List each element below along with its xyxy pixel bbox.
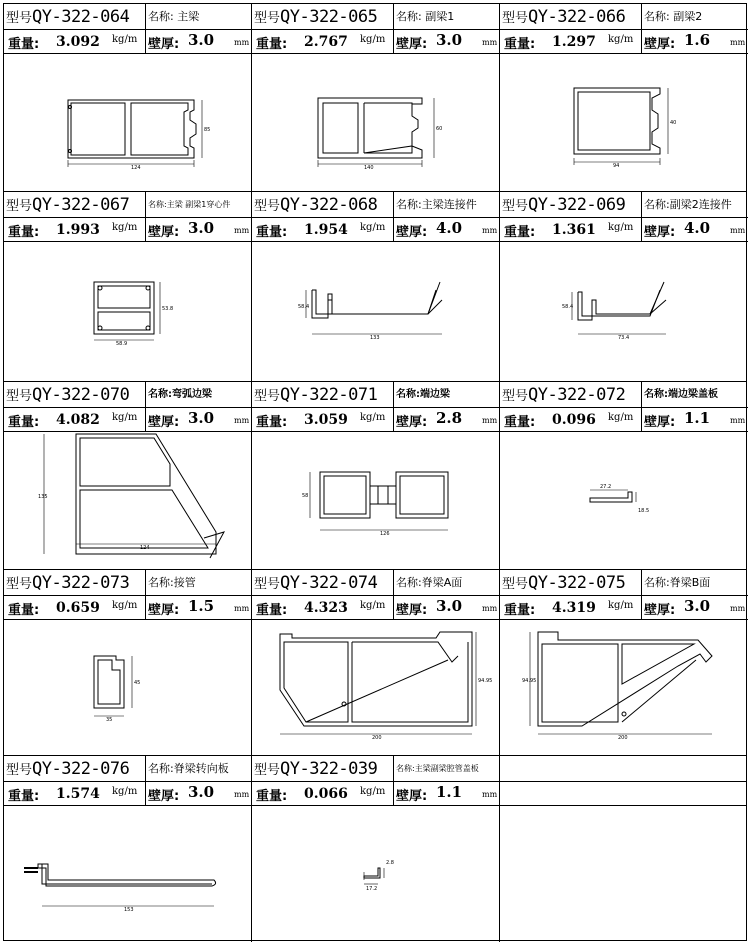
profile-drawing — [252, 242, 500, 379]
weight-unit: kg/m — [360, 222, 386, 233]
dimension-height: 60 — [436, 126, 443, 132]
dimension-height: 135 — [38, 494, 48, 500]
profile-card-067 — [4, 192, 252, 382]
weight-unit: kg/m — [112, 412, 138, 423]
thickness-unit: mm — [730, 38, 746, 47]
spec-row — [4, 596, 252, 620]
profile-drawing — [4, 432, 252, 569]
profile-name: 名称:副梁2连接件 — [644, 198, 732, 211]
profile-name: 名称:主梁副梁腔管盖板 — [396, 764, 479, 773]
weight-label: 重量: — [504, 37, 536, 52]
dimension-height: 94.95 — [522, 678, 537, 684]
empty-card — [500, 756, 746, 942]
model-code: QY-322-068 — [280, 195, 378, 215]
profile-card-068 — [252, 192, 500, 382]
model-field — [252, 382, 394, 408]
model-field — [500, 570, 642, 596]
weight-value: 2.767 — [304, 34, 348, 50]
thickness-label: 壁厚: — [396, 225, 428, 240]
weight-unit: kg/m — [112, 600, 138, 611]
model-label: 型号 — [502, 199, 529, 214]
weight-label: 重量: — [8, 225, 40, 240]
thickness-unit: mm — [482, 226, 498, 235]
profile-name: 名称:主梁 副梁1穿心件 — [148, 200, 231, 209]
model-code: QY-322-074 — [280, 573, 378, 593]
spec-row — [500, 596, 748, 620]
model-field — [252, 570, 394, 596]
weight-field — [500, 596, 642, 619]
thickness-unit: mm — [234, 38, 250, 47]
weight-label: 重量: — [256, 603, 288, 618]
model-field — [252, 756, 394, 782]
dimension-height: 45 — [134, 680, 141, 686]
thickness-label: 壁厚: — [148, 37, 180, 52]
weight-unit: kg/m — [608, 600, 634, 611]
thickness-unit: mm — [482, 604, 498, 613]
thickness-label: 壁厚: — [148, 789, 180, 804]
weight-label: 重量: — [504, 225, 536, 240]
dimension-height: 58.4 — [298, 304, 310, 310]
weight-field — [500, 218, 642, 241]
card-header — [4, 382, 252, 408]
model-field — [4, 192, 146, 218]
thickness-label: 壁厚: — [644, 603, 676, 618]
dimension-width: 124 — [131, 165, 141, 171]
weight-field — [4, 30, 146, 53]
model-label: 型号 — [6, 389, 33, 404]
model-label: 型号 — [6, 11, 33, 26]
model-code: QY-322-075 — [528, 573, 626, 593]
dimension-width: 200 — [372, 735, 382, 741]
dimension-height: 58.4 — [562, 304, 574, 310]
weight-label: 重量: — [504, 603, 536, 618]
model-code: QY-322-071 — [280, 385, 378, 405]
spec-row — [252, 782, 500, 806]
spec-row — [4, 408, 252, 432]
thickness-unit: mm — [234, 790, 250, 799]
dimension-width: 27.2 — [600, 484, 612, 490]
thickness-value: 1.6 — [684, 31, 711, 49]
profile-card-064 — [4, 4, 252, 192]
model-label: 型号 — [6, 199, 33, 214]
thickness-unit: mm — [234, 416, 250, 425]
profile-drawing — [252, 432, 500, 569]
weight-unit: kg/m — [608, 412, 634, 423]
thickness-value: 3.0 — [684, 597, 711, 615]
model-label: 型号 — [254, 199, 281, 214]
weight-value: 4.319 — [552, 600, 596, 616]
card-header — [500, 382, 748, 408]
weight-label: 重量: — [256, 789, 288, 804]
model-field — [500, 382, 642, 408]
spec-row — [252, 596, 500, 620]
thickness-unit: mm — [730, 604, 746, 613]
profile-drawing — [252, 620, 500, 757]
profile-drawing — [500, 242, 748, 379]
spec-row — [252, 30, 500, 54]
thickness-unit: mm — [482, 416, 498, 425]
weight-label: 重量: — [8, 789, 40, 804]
spec-row — [252, 408, 500, 432]
thickness-value: 2.8 — [436, 409, 463, 427]
model-code: QY-322-072 — [528, 385, 626, 405]
profile-name: 名称:脊梁B面 — [644, 576, 711, 589]
model-label: 型号 — [254, 763, 281, 778]
card-header — [500, 4, 748, 30]
profile-card-071 — [252, 382, 500, 570]
card-header — [252, 570, 500, 596]
thickness-unit: mm — [730, 226, 746, 235]
dimension-width: 35 — [106, 717, 113, 723]
weight-label: 重量: — [8, 415, 40, 430]
spec-row — [252, 218, 500, 242]
weight-unit: kg/m — [360, 34, 386, 45]
profile-drawing — [500, 54, 748, 191]
card-header — [252, 382, 500, 408]
card-header — [500, 570, 748, 596]
profile-name: 名称: 副梁1 — [396, 10, 455, 23]
spec-row — [500, 30, 748, 54]
dimension-width: 124 — [140, 545, 150, 551]
thickness-label: 壁厚: — [396, 603, 428, 618]
profile-drawing — [252, 54, 500, 191]
card-header — [500, 192, 748, 218]
spec-row — [4, 218, 252, 242]
thickness-unit: mm — [730, 416, 746, 425]
weight-field — [252, 408, 394, 431]
weight-unit: kg/m — [112, 786, 138, 797]
profile-name: 名称: 副梁2 — [644, 10, 703, 23]
card-header — [4, 192, 252, 218]
thickness-value: 1.1 — [684, 409, 711, 427]
model-field — [4, 570, 146, 596]
profile-drawing — [252, 806, 500, 943]
profile-drawing — [500, 432, 748, 569]
weight-unit: kg/m — [360, 412, 386, 423]
model-code: QY-322-039 — [280, 759, 378, 779]
weight-value: 1.993 — [56, 222, 100, 238]
weight-field — [4, 408, 146, 431]
dimension-width: 73.4 — [618, 335, 630, 341]
profile-card-069 — [500, 192, 746, 382]
model-code: QY-322-066 — [528, 7, 626, 27]
model-field — [4, 4, 146, 30]
spec-row — [4, 782, 252, 806]
profile-card-076 — [4, 756, 252, 942]
model-field — [4, 382, 146, 408]
model-label: 型号 — [254, 11, 281, 26]
weight-field — [252, 596, 394, 619]
profile-card-039 — [252, 756, 500, 942]
weight-unit: kg/m — [608, 34, 634, 45]
thickness-label: 壁厚: — [644, 37, 676, 52]
profile-name: 名称:脊梁转向板 — [148, 762, 229, 775]
dimension-width: 153 — [124, 907, 134, 913]
weight-value: 1.954 — [304, 222, 348, 238]
weight-label: 重量: — [256, 225, 288, 240]
model-label: 型号 — [254, 389, 281, 404]
card-header — [4, 756, 252, 782]
model-label: 型号 — [6, 577, 33, 592]
profile-name: 名称:脊梁A面 — [396, 576, 463, 589]
dimension-width: 200 — [618, 735, 628, 741]
model-code: QY-322-067 — [32, 195, 130, 215]
card-header — [252, 756, 500, 782]
profile-name: 名称:主梁连接件 — [396, 198, 477, 211]
weight-label: 重量: — [256, 415, 288, 430]
thickness-value: 4.0 — [684, 219, 711, 237]
profile-name: 名称:接管 — [148, 576, 196, 589]
dimension-height: 53.8 — [162, 306, 174, 312]
weight-value: 1.297 — [552, 34, 596, 50]
profile-drawing — [500, 620, 748, 757]
dimension-height: 58 — [302, 493, 309, 499]
thickness-unit: mm — [234, 604, 250, 613]
thickness-value: 3.0 — [188, 219, 215, 237]
dimension-height: 85 — [204, 127, 211, 133]
thickness-value: 3.0 — [188, 31, 215, 49]
profile-drawing — [4, 806, 252, 943]
thickness-label: 壁厚: — [396, 37, 428, 52]
thickness-label: 壁厚: — [644, 225, 676, 240]
thickness-label: 壁厚: — [148, 603, 180, 618]
dimension-width: 17.2 — [366, 886, 378, 892]
profile-card-075 — [500, 570, 746, 756]
model-label: 型号 — [254, 577, 281, 592]
model-field — [500, 192, 642, 218]
dimension-height: 94.95 — [478, 678, 493, 684]
dimension-height: 40 — [670, 120, 677, 126]
weight-field — [4, 218, 146, 241]
thickness-unit: mm — [234, 226, 250, 235]
model-label: 型号 — [6, 763, 33, 778]
card-header — [252, 4, 500, 30]
weight-label: 重量: — [8, 37, 40, 52]
dimension-width: 126 — [380, 531, 390, 537]
weight-field — [252, 782, 394, 805]
card-header — [252, 192, 500, 218]
profile-name: 名称: 主梁 — [148, 10, 200, 23]
weight-field — [252, 30, 394, 53]
weight-label: 重量: — [8, 603, 40, 618]
profile-name: 名称:端边梁 — [396, 389, 450, 400]
profile-card-070 — [4, 382, 252, 570]
model-code: QY-322-065 — [280, 7, 378, 27]
model-label: 型号 — [502, 389, 529, 404]
weight-unit: kg/m — [608, 222, 634, 233]
weight-value: 0.659 — [56, 600, 100, 616]
thickness-label: 壁厚: — [148, 225, 180, 240]
model-code: QY-322-073 — [32, 573, 130, 593]
weight-unit: kg/m — [112, 34, 138, 45]
model-label: 型号 — [502, 577, 529, 592]
profile-card-073 — [4, 570, 252, 756]
thickness-label: 壁厚: — [396, 415, 428, 430]
spec-row — [4, 30, 252, 54]
card-header — [4, 570, 252, 596]
weight-field — [252, 218, 394, 241]
weight-field — [4, 596, 146, 619]
weight-label: 重量: — [256, 37, 288, 52]
profile-card-074 — [252, 570, 500, 756]
weight-unit: kg/m — [360, 786, 386, 797]
model-field — [252, 4, 394, 30]
profile-name: 名称:弯弧边梁 — [148, 389, 212, 400]
model-field — [500, 4, 642, 30]
model-code: QY-322-070 — [32, 385, 130, 405]
profile-drawing — [4, 54, 252, 191]
dimension-width: 58.9 — [116, 341, 128, 347]
thickness-unit: mm — [482, 790, 498, 799]
profile-drawing — [4, 242, 252, 379]
thickness-value: 1.5 — [188, 597, 215, 615]
thickness-value: 3.0 — [188, 783, 215, 801]
dimension-width: 94 — [613, 163, 620, 169]
weight-unit: kg/m — [360, 600, 386, 611]
thickness-label: 壁厚: — [148, 415, 180, 430]
thickness-value: 3.0 — [188, 409, 215, 427]
weight-value: 3.059 — [304, 412, 348, 428]
weight-value: 0.066 — [304, 786, 348, 802]
model-label: 型号 — [502, 11, 529, 26]
weight-value: 0.096 — [552, 412, 596, 428]
spec-row — [500, 218, 748, 242]
dimension-width: 133 — [370, 335, 380, 341]
weight-field — [500, 30, 642, 53]
profile-name: 名称:端边梁盖板 — [644, 389, 718, 400]
weight-field — [500, 408, 642, 431]
profile-card-072 — [500, 382, 746, 570]
card-header — [4, 4, 252, 30]
thickness-value: 3.0 — [436, 31, 463, 49]
thickness-label: 壁厚: — [396, 789, 428, 804]
weight-field — [4, 782, 146, 805]
card-header — [500, 756, 746, 782]
weight-unit: kg/m — [112, 222, 138, 233]
dimension-height: 18.5 — [638, 508, 650, 514]
thickness-value: 4.0 — [436, 219, 463, 237]
profile-card-066 — [500, 4, 746, 192]
thickness-unit: mm — [482, 38, 498, 47]
dimension-height: 2.8 — [386, 860, 394, 866]
weight-label: 重量: — [504, 415, 536, 430]
profile-card-065 — [252, 4, 500, 192]
model-code: QY-322-069 — [528, 195, 626, 215]
weight-value: 4.323 — [304, 600, 348, 616]
profile-catalog-sheet — [3, 3, 747, 941]
model-field — [252, 192, 394, 218]
weight-value: 1.574 — [56, 786, 100, 802]
thickness-label: 壁厚: — [644, 415, 676, 430]
dimension-width: 140 — [364, 165, 374, 171]
profile-drawing — [4, 620, 252, 757]
spec-row — [500, 408, 748, 432]
spec-row — [500, 782, 746, 806]
weight-value: 3.092 — [56, 34, 100, 50]
thickness-value: 1.1 — [436, 783, 463, 801]
model-field — [4, 756, 146, 782]
model-code: QY-322-076 — [32, 759, 130, 779]
model-code: QY-322-064 — [32, 7, 130, 27]
weight-value: 4.082 — [56, 412, 100, 428]
weight-value: 1.361 — [552, 222, 596, 238]
thickness-value: 3.0 — [436, 597, 463, 615]
